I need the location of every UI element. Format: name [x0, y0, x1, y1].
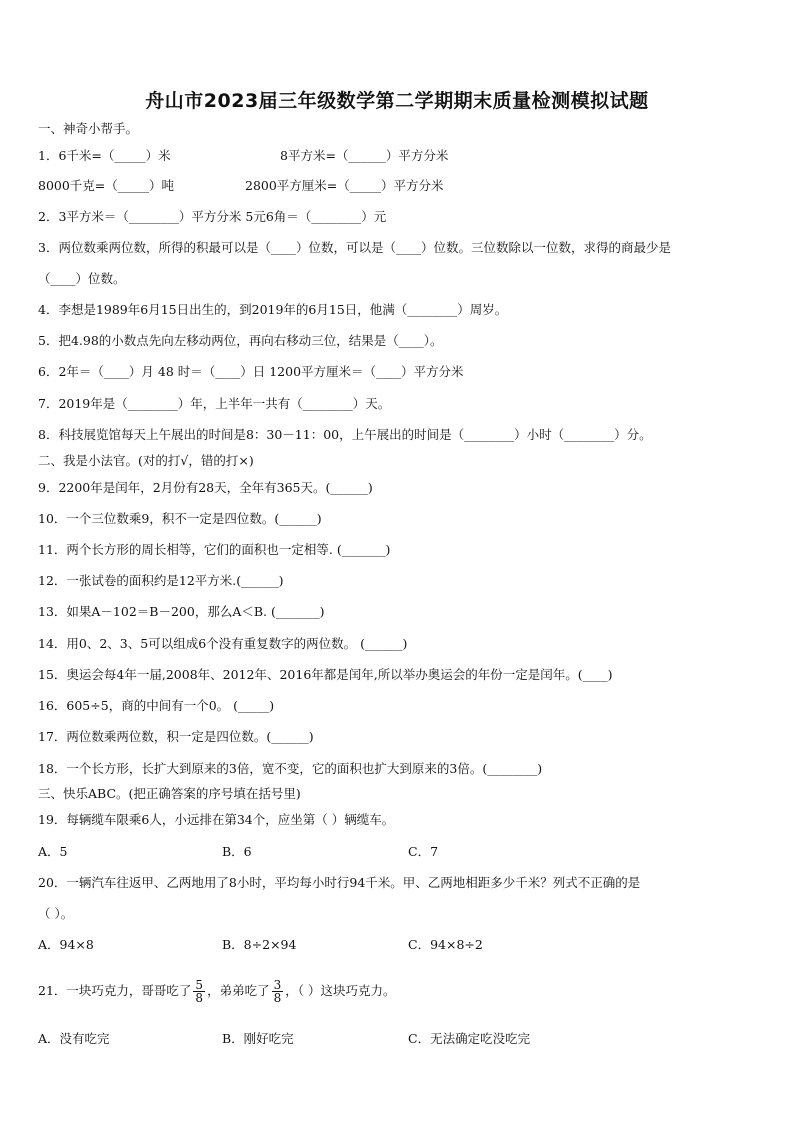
question-13: 13．如果A－102＝B－200，那么A＜B. (_______) [38, 604, 325, 619]
question-21-suffix: ，（ ）这块巧克力。 [285, 983, 396, 998]
question-3a: 3．两位数乘两位数，所得的积最可以是（____）位数，可以是（____）位数。三位数除以一位数，求得的商最少是 [38, 240, 671, 255]
question-1b: 8平方米=（______）平方分米 [280, 148, 449, 163]
question-21-option-c: C．无法确定吃没吃完 [408, 1031, 531, 1046]
question-7: 7．2019年是（________）年，上半年一共有（________）天。 [38, 396, 391, 411]
section-2-heading: 二、我是小法官。(对的打√，错的打×) [38, 453, 254, 468]
fraction-five-eighths [193, 979, 205, 1004]
question-8: 8．科技展览馆每天上午展出的时间是8：30－11：00，上午展出的时间是（________）小时（________）分。 [38, 427, 652, 442]
fraction-numerator: 5 [195, 978, 204, 992]
section-3-heading: 三、快乐ABC。(把正确答案的序号填在括号里) [38, 786, 301, 801]
section-1-heading: 一、神奇小帮手。 [38, 121, 139, 136]
fraction-numerator: 3 [273, 978, 282, 992]
question-1c: 8000千克=（_____）吨 [38, 178, 175, 193]
question-21-option-b: B．刚好吃完 [222, 1031, 294, 1046]
question-6: 6．2年＝（____）月 48 时＝（____）日 1200平方厘米＝（____）平方分米 [38, 364, 464, 379]
question-19-option-a: A．5 [38, 844, 68, 859]
question-11: 11．两个长方形的周长相等，它们的面积也一定相等. (_______) [38, 542, 391, 557]
question-5: 5．把4.98的小数点先向左移动两位，再向右移动三位，结果是（____）。 [38, 333, 443, 348]
question-18: 18．一个长方形，长扩大到原来的3倍，宽不变，它的面积也扩大到原来的3倍。(________) [38, 761, 543, 776]
question-20-option-c: C．94×8÷2 [408, 937, 483, 952]
question-20-option-a: A．94×8 [38, 937, 94, 952]
question-9: 9．2200年是闰年，2月份有28天，全年有365天。(______) [38, 480, 373, 495]
question-21-option-a: A．没有吃完 [38, 1031, 110, 1046]
question-15: 15．奥运会每4年一届,2008年、2012年、2016年都是闰年,所以举办奥运会的年份一定是闰年。(____) [38, 667, 613, 682]
question-19-option-c: C．7 [408, 844, 439, 859]
question-12: 12．一张试卷的面积约是12平方米.(______) [38, 573, 284, 588]
fraction-denominator: 8 [195, 991, 204, 1005]
question-3b: （____）位数。 [38, 271, 126, 286]
question-21-middle: ，弟弟吃了 [207, 983, 270, 998]
fraction-denominator: 8 [273, 991, 282, 1005]
question-21 [38, 976, 395, 1006]
question-17: 17．两位数乘两位数，积一定是四位数。(______) [38, 729, 314, 744]
question-21-prefix: 21．一块巧克力，哥哥吃了 [38, 983, 192, 998]
question-16: 16．605÷5，商的中间有一个0。 (_____) [38, 698, 275, 713]
question-20a: 20．一辆汽车往返甲、乙两地用了8小时，平均每小时行94千米。甲、乙两地相距多少千米？列式不正确的是 [38, 875, 641, 890]
question-1d: 2800平方厘米=（_____）平方分米 [245, 178, 444, 193]
page-title: 舟山市2023届三年级数学第二学期期末质量检测模拟试题 [145, 90, 649, 112]
question-2: 2．3平方米＝（________）平方分米 5元6角＝（________）元 [38, 209, 387, 224]
question-1a: 1．6千米=（_____）米 [38, 148, 171, 163]
fraction-three-eighths [272, 979, 284, 1004]
question-14: 14．用0、2、3、5可以组成6个没有重复数字的两位数。 (______) [38, 636, 408, 651]
question-20-option-b: B．8÷2×94 [222, 937, 297, 952]
question-20b: （ ）。 [38, 906, 74, 921]
question-10: 10．一个三位数乘9，积不一定是四位数。(______) [38, 511, 322, 526]
question-19-option-b: B．6 [222, 844, 252, 859]
question-4: 4．李想是1989年6月15日出生的，到2019年的6月15日，他满（________）周岁。 [38, 302, 508, 317]
question-19: 19．每辆缆车限乘6人，小远排在第34个，应坐第（ ）辆缆车。 [38, 812, 395, 827]
